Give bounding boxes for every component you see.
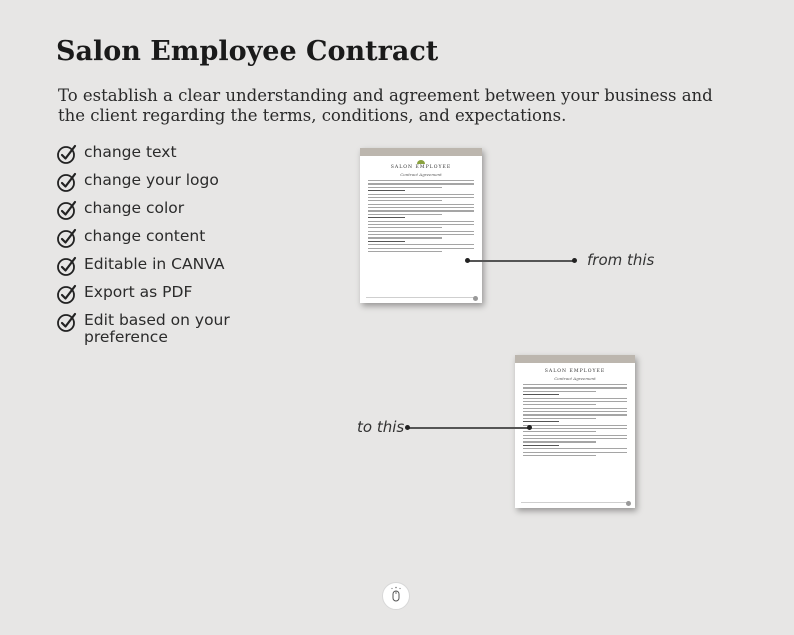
document-preview-edited — [515, 355, 635, 508]
feature-label: Editable in CANVA — [84, 255, 225, 273]
connector-line-to — [407, 427, 529, 429]
leaf-logo-icon — [417, 160, 425, 164]
check-circle-icon — [56, 311, 78, 333]
feature-label: change your logo — [84, 171, 219, 189]
feature-label: change color — [84, 199, 185, 217]
feature-item — [56, 144, 296, 165]
feature-item — [56, 284, 296, 305]
feature-item — [56, 256, 296, 277]
document-footer-line — [521, 502, 629, 503]
feature-label: Export as PDF — [84, 283, 193, 301]
document-header-band — [360, 148, 482, 156]
document-title: SALON EMPLOYEE — [544, 369, 606, 374]
connector-dot — [572, 258, 577, 263]
document-footer-line — [366, 297, 476, 298]
document-script-title: Contract Agreement — [554, 376, 596, 381]
connector-dot — [527, 425, 532, 430]
check-circle-icon — [56, 227, 78, 249]
document-footer-logo-icon — [626, 501, 631, 506]
feature-item — [56, 312, 296, 346]
document-header-band — [515, 355, 635, 363]
feature-list — [56, 144, 296, 353]
mouse-icon — [383, 583, 409, 609]
feature-label: change content — [84, 227, 206, 245]
document-title: SALON EMPLOYEE — [390, 165, 452, 170]
check-circle-icon — [56, 143, 78, 165]
connector-dot — [405, 425, 410, 430]
page-subtitle: To establish a clear understanding and agreement between your business and the client regarding the terms, conditions, and expectations. — [58, 86, 713, 125]
to-this-label: to this — [357, 418, 405, 436]
document-preview-original — [360, 148, 482, 303]
page-title: Salon Employee Contract — [56, 36, 439, 67]
check-circle-icon — [56, 199, 78, 221]
document-footer-logo-icon — [473, 296, 478, 301]
document-body-lines — [368, 180, 474, 254]
connector-line-from — [467, 260, 574, 262]
document-body-lines — [523, 384, 627, 458]
document-script-title: Contract Agreement — [400, 172, 442, 177]
brand-logo — [382, 582, 410, 610]
connector-dot — [465, 258, 470, 263]
feature-label: Edit based on your preference — [84, 311, 230, 346]
feature-item — [56, 172, 296, 193]
check-circle-icon — [56, 283, 78, 305]
feature-item — [56, 228, 296, 249]
check-circle-icon — [56, 171, 78, 193]
feature-label: change text — [84, 143, 177, 161]
from-this-label: from this — [587, 251, 655, 269]
feature-item — [56, 200, 296, 221]
check-circle-icon — [56, 255, 78, 277]
